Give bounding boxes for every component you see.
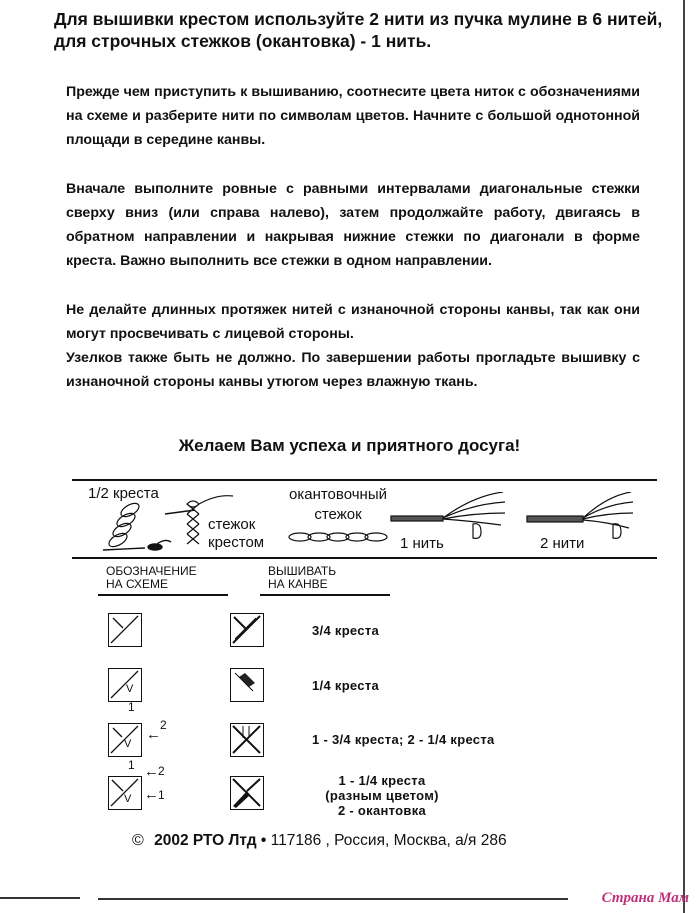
paragraph-4: Узелков также быть не должно. По завершении работы прогладьте вышивку с изнаночной стороны канвы утюгом через влажную ткань. bbox=[66, 350, 640, 390]
footer bbox=[132, 832, 507, 850]
watermark: Страна Мам bbox=[601, 890, 689, 906]
canvas-combo bbox=[230, 723, 264, 757]
scheme-symbol-three-quarter bbox=[108, 613, 142, 647]
row3-arrow-2: ← bbox=[146, 726, 161, 743]
three-quarter-stitch-icon bbox=[231, 614, 262, 645]
row3-number-2: 2 bbox=[160, 718, 167, 732]
diagram-top-rule bbox=[72, 479, 657, 481]
cross-stitch-column-icon bbox=[165, 496, 233, 544]
copyright-icon: © bbox=[132, 832, 144, 849]
outline-stitch-chain-icon bbox=[289, 533, 387, 541]
row4-label-1: 1 - 1/4 креста bbox=[338, 773, 426, 788]
paragraph-2: Вначале выполните ровные с равными интервалами диагональные стежки сверху вниз (или справа налево), затем продолжайте работу, двигаясь в обратном направлении и накрывая нижние стежки по диагонали в форме креста. Важно выполнить все стежки в одном направлении. bbox=[66, 181, 640, 269]
scheme-symbol-quarter bbox=[108, 668, 142, 702]
outline-stitch-label-1: окантовочный bbox=[289, 486, 387, 503]
row4-label-2: (разным цветом) bbox=[325, 788, 439, 803]
col-header-canvas-line2: НА КАНВЕ bbox=[268, 577, 328, 591]
col-header-canvas-line1: ВЫШИВАТЬ bbox=[268, 564, 337, 578]
row4-arrow-3: ← bbox=[144, 786, 159, 803]
row3-label: 1 - 3/4 креста; 2 - 1/4 креста bbox=[312, 732, 495, 747]
col-header-scheme bbox=[106, 565, 197, 591]
outline-stitch-label-2: стежок bbox=[314, 506, 362, 523]
canvas-outline bbox=[230, 776, 264, 810]
half-cross-stitches-icon bbox=[107, 501, 141, 550]
col-header-scheme-line2: НА СХЕМЕ bbox=[106, 577, 169, 591]
row3-mark: V bbox=[124, 738, 132, 750]
three-quarter-symbol-icon bbox=[109, 614, 140, 645]
paragraph-1: Прежде чем приступить к вышиванию, соотнесите цвета ниток с обозначениями на схеме и разберите нити по символам цветов. Начните с большой однотонной площади в середине канвы. bbox=[66, 84, 640, 148]
row4-number-3: 1 bbox=[158, 788, 165, 802]
quarter-symbol-icon bbox=[109, 669, 140, 700]
col-header-canvas bbox=[268, 565, 336, 591]
col-header-scheme-line1: ОБОЗНАЧЕНИЕ bbox=[106, 564, 197, 578]
needle-icon bbox=[103, 540, 171, 550]
row4-mark: V bbox=[124, 793, 132, 805]
row4-label-3: 2 - окантовка bbox=[337, 803, 427, 818]
combo-stitch-icon bbox=[231, 724, 262, 755]
row4-label bbox=[312, 773, 452, 818]
one-thread-label: 1 нить bbox=[400, 535, 444, 552]
row4-number-2: 2 bbox=[158, 764, 165, 778]
two-threads-label: 2 нити bbox=[540, 535, 585, 552]
footer-address: 117186 , Россия, Москва, а/я 286 bbox=[270, 832, 507, 849]
page-heading: Для вышивки крестом используйте 2 нити из пучка мулине в 6 нитей, для строчных стежков (окантовка) - 1 нить. bbox=[54, 9, 663, 51]
stitch-illustrations bbox=[95, 492, 635, 556]
row2-mark: V bbox=[126, 683, 134, 695]
row4-arrow-2: ← bbox=[144, 763, 159, 780]
canvas-three-quarter bbox=[230, 613, 264, 647]
scan-edge-line bbox=[683, 0, 685, 913]
row4-number-1: 1 bbox=[128, 758, 135, 772]
cross-stitch-label-2: крестом bbox=[208, 534, 265, 551]
row3-number-1: 1 bbox=[128, 700, 135, 714]
two-threads-icon bbox=[527, 492, 633, 538]
row1-label: 3/4 креста bbox=[312, 623, 380, 638]
header-rule-right bbox=[260, 594, 390, 596]
footer-company: 2002 РТО Лтд bbox=[154, 832, 257, 849]
wish-line: Желаем Вам успеха и приятного досуга! bbox=[178, 436, 521, 455]
diagram-bottom-rule bbox=[72, 557, 657, 559]
paragraph-3: Не делайте длинных протяжек нитей с изнаночной стороны канвы, так как они могут просвечивать с лицевой стороны. bbox=[66, 302, 640, 342]
half-cross-label: 1/2 креста bbox=[88, 485, 159, 502]
quarter-stitch-icon bbox=[231, 669, 262, 700]
row2-label: 1/4 креста bbox=[312, 678, 380, 693]
header-rule-left bbox=[98, 594, 228, 596]
bottom-edge-left bbox=[0, 897, 80, 899]
one-thread-icon bbox=[391, 492, 505, 538]
footer-bullet: • bbox=[260, 832, 267, 849]
canvas-quarter bbox=[230, 668, 264, 702]
bottom-edge-line bbox=[98, 898, 568, 900]
cross-stitch-label-1: стежок bbox=[208, 516, 256, 533]
outline-stitch-icon bbox=[231, 777, 262, 808]
